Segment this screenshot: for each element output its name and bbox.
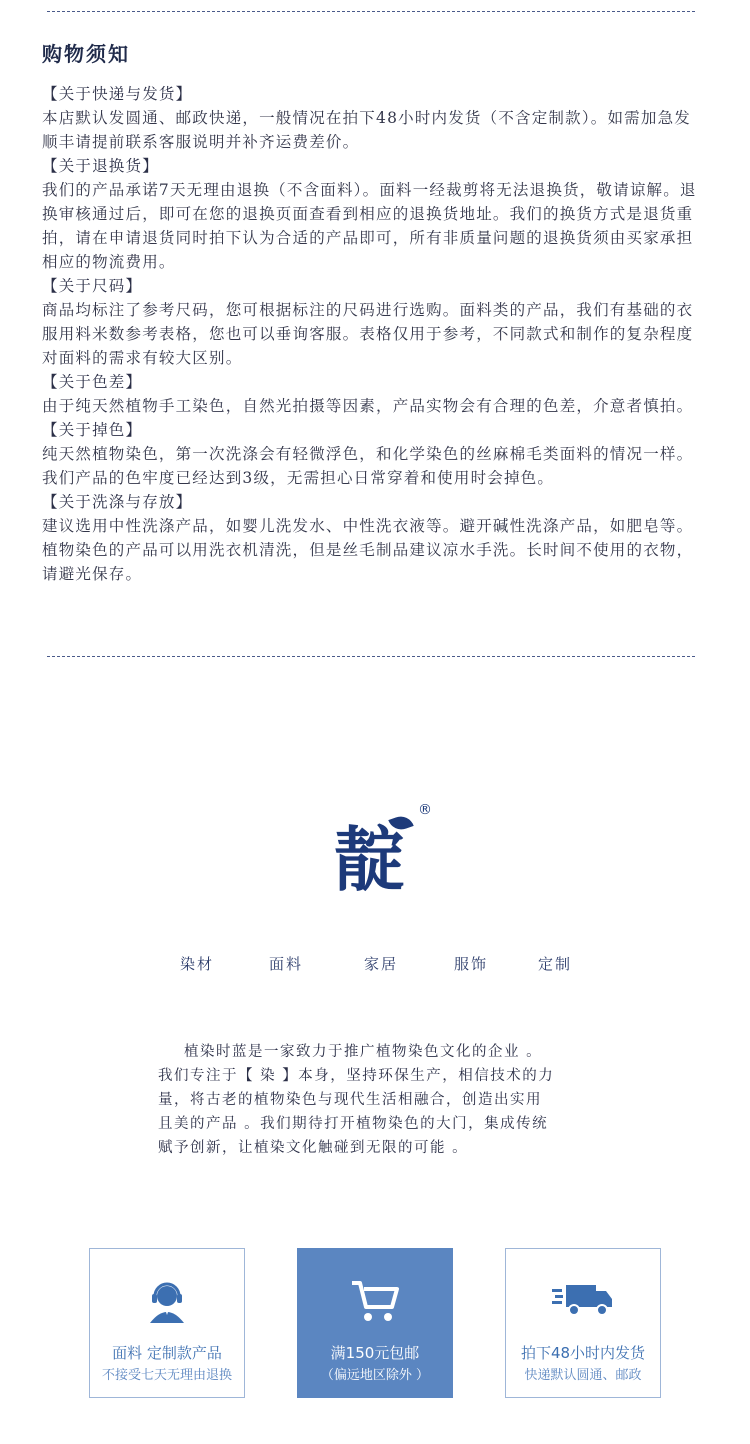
about-line: 赋予创新，让植染文化触碰到无限的可能 。 [158,1140,469,1156]
section-text-returns: 我们的产品承诺7天无理由退换（不含面料）。面料一经裁剪将无法退换货，敬请谅解。退换审核通过后，即可在您的退换页面查看到相应的退换货地址。我们的换货方式是退货重拍，请在申请退货同时拍下认为合适的产品即可，所有非质量问题的退换货须由买家承担相应的物流费用。 [42,181,697,271]
section-text-size: 商品均标注了参考尺码，您可根据标注的尺码进行选购。面料类的产品，我们有基础的衣服用料米数参考表格，您也可以垂询客服。表格仅用于参考，不同款式和制作的复杂程度对面料的需求有较大区别。 [42,301,694,367]
leaf-icon [388,813,413,834]
notice-body [42,82,702,586]
service-card-shipping-free [297,1248,453,1398]
section-text-washing: 建议选用中性洗涤产品，如婴儿洗发水、中性洗衣液等。避开碱性洗涤产品，如肥皂等。植物染色的产品可以用洗衣机清洗，但是丝毛制品建议凉水手洗。长时间不使用的衣物，请避光保存。 [42,517,694,583]
logo-glyph: 靛 [334,819,390,901]
section-text-color-diff: 由于纯天然植物手工染色，自然光拍摄等因素，产品实物会有合理的色差，介意者慎拍。 [42,397,694,415]
section-text-fading: 纯天然植物染色，第一次洗涤会有轻微浮色，和化学染色的丝麻棉毛类面料的情况一样。我们产品的色牢度已经达到3级，无需担心日常穿着和使用时会掉色。 [42,445,694,487]
delivery-truck-icon [552,1279,614,1323]
service-card-custom [89,1248,245,1398]
section-heading-size: 【关于尺码】 [42,277,143,295]
about-paragraph [158,1040,608,1160]
registered-mark: ® [418,802,432,818]
notice-title: 购物须知 [42,42,130,66]
about-line: 我们专注于【 染 】本身，坚持环保生产，相信技术的力 [158,1068,555,1084]
category-dye-materials[interactable]: 染材 [180,955,215,973]
category-fabric[interactable]: 面料 [269,955,304,973]
section-heading-fading: 【关于掉色】 [42,421,143,439]
bottom-dashed-divider [47,656,695,657]
top-dashed-divider [47,11,695,12]
brand-logo [330,800,440,915]
about-line: 量，将古老的植物染色与现代生活相融合，创造出实用 [158,1092,542,1108]
card-subtitle: 不接受七天无理由退换 [101,1368,232,1383]
card-title: 面料 定制款产品 [112,1344,222,1362]
section-heading-washing: 【关于洗涤与存放】 [42,493,193,511]
category-custom[interactable]: 定制 [538,955,573,973]
card-title: 拍下48小时内发货 [520,1344,646,1362]
shopping-cart-icon [350,1279,400,1327]
card-subtitle: （偏远地区除外 ） [320,1368,430,1383]
about-line: 且美的产品 。我们期待打开植物染色的大门，集成传统 [158,1116,549,1132]
category-apparel[interactable]: 服饰 [454,955,489,973]
section-heading-color-diff: 【关于色差】 [42,373,143,391]
category-home[interactable]: 家居 [364,955,399,973]
section-heading-returns: 【关于退换货】 [42,157,159,175]
about-line: 植染时蓝是一家致力于推广植物染色文化的企业 。 [184,1044,543,1060]
card-subtitle: 快递默认圆通、邮政 [524,1368,642,1383]
section-text-shipping: 本店默认发圆通、邮政快递，一般情况在拍下48小时内发货（不含定制款）。如需加急发顺丰请提前联系客服说明并补齐运费差价。 [42,109,691,151]
customer-service-icon [144,1279,190,1329]
card-title: 满150元包邮 [330,1344,420,1362]
service-card-fast-dispatch [505,1248,661,1398]
section-heading-shipping: 【关于快递与发货】 [42,85,193,103]
category-nav [0,953,750,977]
